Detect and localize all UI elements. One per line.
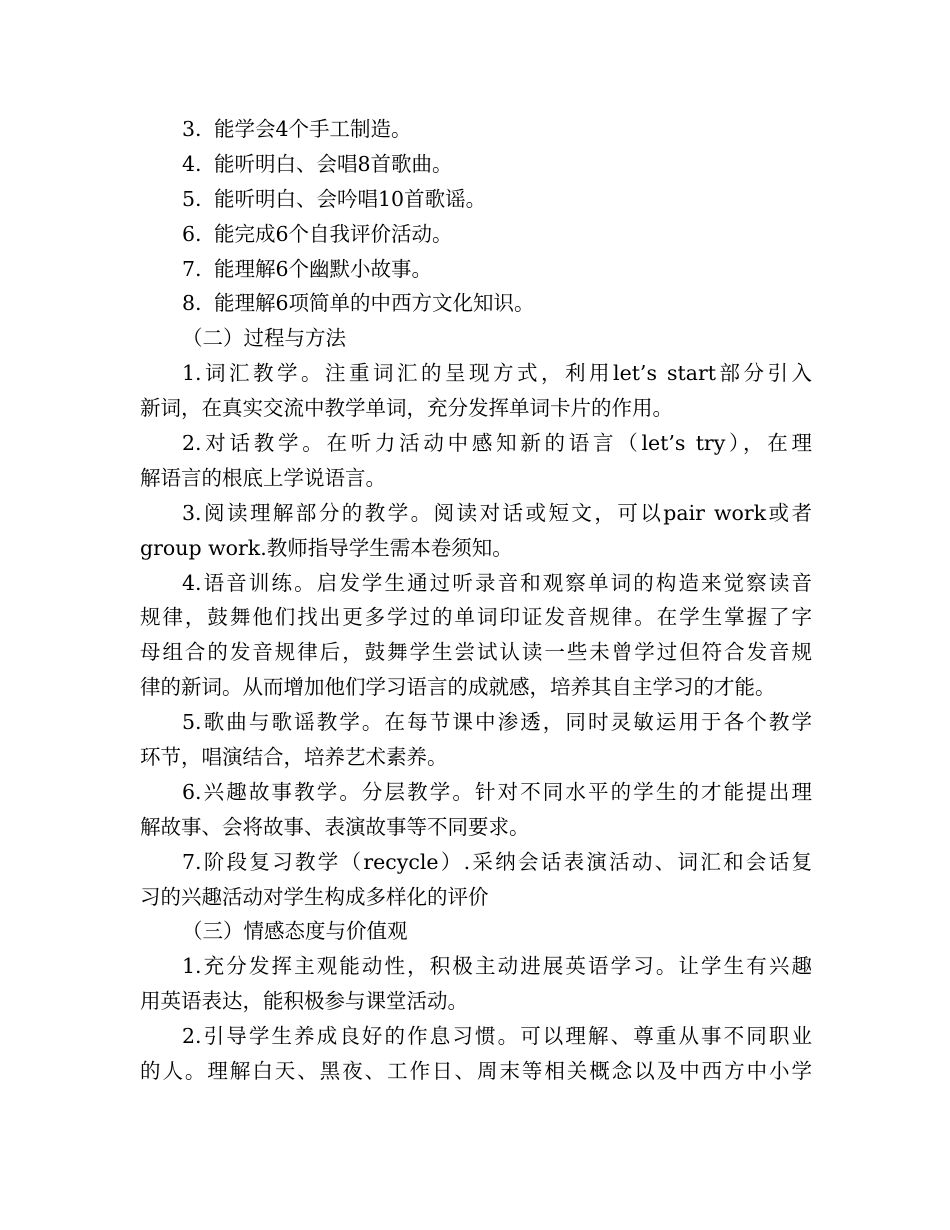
- paragraph-songs-chants: 5.歌曲与歌谣教学。在每节课中渗透，同时灵敏运用于各个教学 环节，唱演结合，培养艺术素养。: [140, 710, 812, 770]
- paragraph-habits: 2.引导学生养成良好的作息习惯。可以理解、尊重从事不同职业 的人。理解白天、黑夜、工作日、周末等相关概念以及中西方中小学: [140, 1024, 812, 1084]
- paragraph-review-teaching: 7.阶段复习教学（recycle）.采纳会话表演活动、词汇和会话复 习的兴趣活动对学生构成多样化的评价: [140, 849, 812, 909]
- paragraph-initiative: 1.充分发挥主观能动性，积极主动进展英语学习。让学生有兴趣 用英语表达，能积极参与课堂活动。: [140, 954, 812, 1014]
- list-item-3: 3. 能学会4个手工制造。: [182, 117, 412, 141]
- document-body: [140, 112, 812, 1089]
- paragraph-story-teaching: 6.兴趣故事教学。分层教学。针对不同水平的学生的才能提出理 解故事、会将故事、表演故事等不同要求。: [140, 779, 812, 839]
- list-item-7: 7. 能理解6个幽默小故事。: [182, 256, 433, 281]
- paragraph-dialogue-teaching: 2.对话教学。在听力活动中感知新的语言（let’s try），在理 解语言的根底上学说语言。: [140, 431, 812, 490]
- list-item-4: 4. 能听明白、会唱8首歌曲。: [182, 151, 453, 176]
- section-heading-attitudes-values: （三）情感态度与价值观: [182, 919, 408, 944]
- section-heading-process-methods: （二）过程与方法: [182, 326, 346, 351]
- list-item-6: 6. 能完成6个自我评价活动。: [182, 221, 453, 246]
- paragraph-phonics-training: 4.语音训练。启发学生通过听录音和观察单词的构造来觉察读音 规律，鼓舞他们找出更多学过的单词印证发音规律。在学生掌握了字 母组合的发音规律后，鼓舞学生尝试认读一些未曾学过但符合发音规 律的新词。从而增加他们学习语言的成就感，培养其自主学习的才能。: [140, 570, 812, 700]
- paragraph-reading-teaching: 3.阅读理解部分的教学。阅读对话或短文，可以pair work或者 group work.教师指导学生需本卷须知。: [140, 500, 812, 560]
- list-item-8: 8. 能理解6项简单的中西方文化知识。: [182, 291, 535, 316]
- list-item-5: 5. 能听明白、会吟唱10首歌谣。: [182, 186, 487, 211]
- paragraph-vocabulary-teaching: 1.词汇教学。注重词汇的呈现方式，利用let’s start部分引入 新词，在真实交流中教学单词，充分发挥单词卡片的作用。: [140, 361, 812, 421]
